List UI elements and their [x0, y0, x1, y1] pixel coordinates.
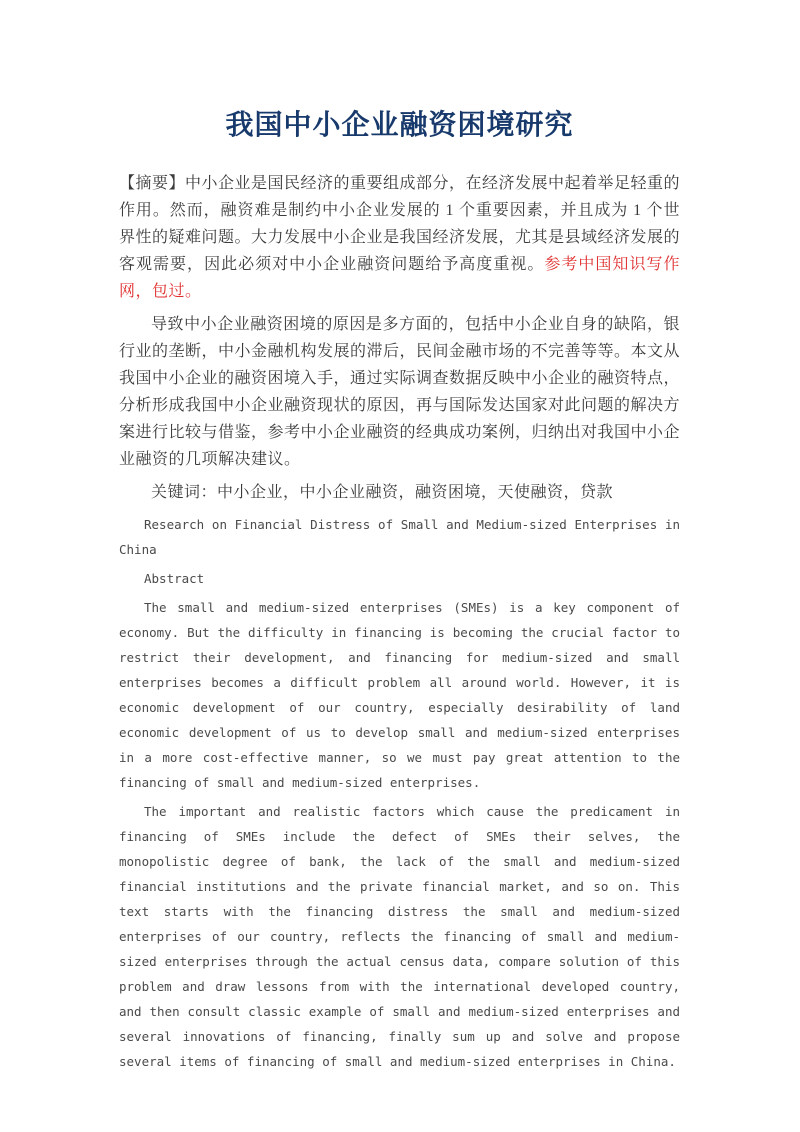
abstract-paragraph-zh [119, 170, 680, 305]
english-title: Research on Financial Distress of Small and Medium-sized Enterprises in China [119, 517, 680, 557]
promo-link[interactable]: 参考中国知识写作网，包过。 [119, 256, 680, 300]
keywords-line: 关键词：中小企业，中小企业融资，融资困境，天使融资，贷款 [151, 484, 614, 501]
abstract-text-zh: 【摘要】中小企业是国民经济的重要组成部分，在经济发展中起着举足轻重的作用。然而，融资难是制约中小企业发展的 1 个重要因素，并且成为 1 个世界性的疑难问题。大力发展中小企业是我国经济发展，尤其是县域经济发展的客观需要，因此必须对中小企业融资问题给予高度重视。 [119, 175, 681, 273]
document-title: 我国中小企业融资困境研究 [225, 108, 574, 141]
english-paragraph-2: The important and realistic factors which cause the predicament in financing of SMEs include the defect of SMEs their selves, the monopolistic degree of bank, the lack of the small and medium-sized financial institutions and the private financial market, and so on. This text starts with the financing distress the small and medium-sized enterprises of our country, reflects the financing of small and medium-sized enterprises through the actual census data, compare solution of this problem and draw lessons from with the international developed country, and then consult classic example of small and medium-sized enterprises and several innovations of financing, finally sum up and solve and propose several items of financing of small and medium-sized enterprises in China. [119, 804, 680, 1069]
abstract-heading: Abstract [144, 571, 205, 586]
english-paragraph-1: The small and medium-sized enterprises (SMEs) is a key component of economy. But the difficulty in financing is becoming the crucial factor to restrict their development, and financing for medium-sized and small enterprises becomes a difficult problem all around world. However, it is economic development of our country, especially desirability of land economic development of us to develop small and medium-sized enterprises in a more cost-effective manner, so we must pay great attention to the financing of small and medium-sized enterprises. [119, 600, 680, 790]
body-paragraph-zh: 导致中小企业融资困境的原因是多方面的，包括中小企业自身的缺陷，银行业的垄断，中小金融机构发展的滞后，民间金融市场的不完善等等。本文从我国中小企业的融资困境入手，通过实际调查数据反映中小企业的融资特点，分析形成我国中小企业融资现状的原因，再与国际发达国家对此问题的解决方案进行比较与借鉴，参考中小企业融资的经典成功案例，归纳出对我国中小企业融资的几项解决建议。 [119, 316, 681, 468]
